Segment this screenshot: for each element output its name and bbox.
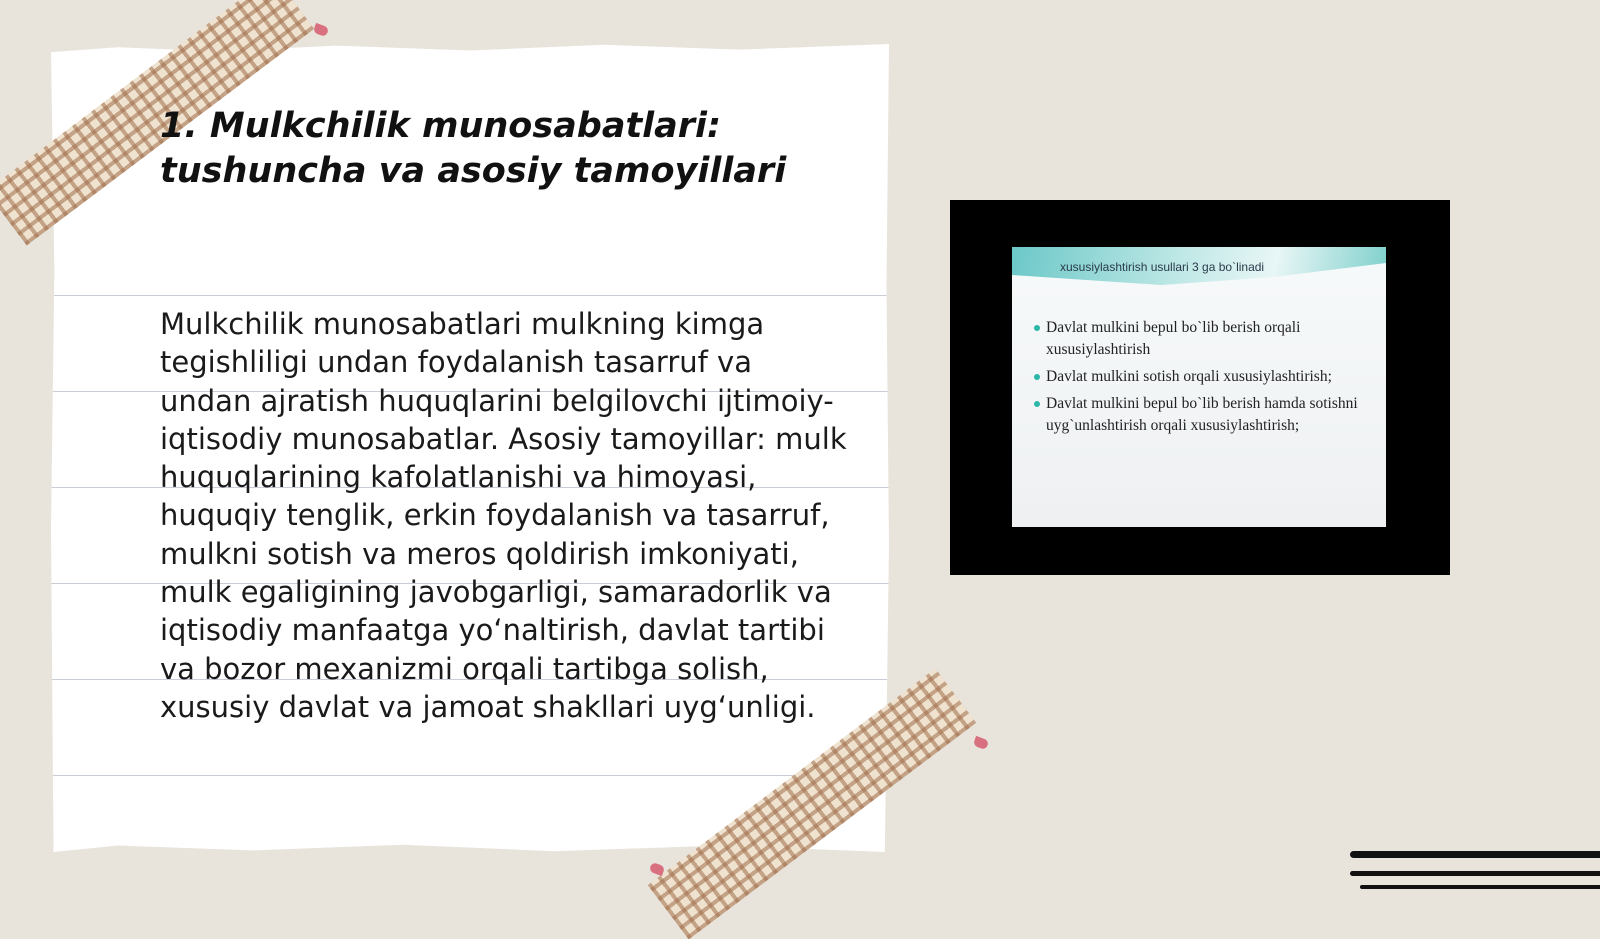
bullet-icon [1034,374,1040,380]
paper-rule [51,295,889,296]
brush-stroke [1350,871,1600,876]
list-item-text: Davlat mulkini sotish orqali xususiylashtirish; [1046,368,1332,385]
pin-icon [313,23,330,37]
brush-stroke [1360,885,1600,889]
list-item-text: Davlat mulkini bepul bo`lib berish orqali xususiylashtirish [1046,319,1301,358]
slide-title: 1. Mulkchilik munosabatlari: tushuncha va asosiy tamoyillari [160,106,787,191]
list-item [1034,366,1374,388]
embedded-slide-title: xususiylashtirish usullari 3 ga bo`linadi [1060,260,1265,274]
pin-icon [973,736,990,750]
embedded-slide-image [950,200,1450,575]
paper-rule [51,775,889,776]
bullet-icon [1034,401,1040,407]
list-item-text: Davlat mulkini bepul bo`lib berish hamda sotishni uyg`unlashtirish orqali xususiylashtirish; [1046,395,1358,434]
slide-body-text: Mulkchilik munosabatlari mulkning kimga tegishliligi undan foydalanish tasarruf va undan ajratish huquqlarini belgilovchi ijtimoiy-iqtisodiy munosabatlar. Asosiy tamoyillar: mulk huquqlarining kafolatlanishi va himoyasi, huquqiy tenglik, erkin foydalanish va tasarruf, mulkni sotish va meros qoldirish imkoniyati, mulk egaligining javobgarligi, samaradorlik va iqtisodiy manfaatga yo‘naltirish, davlat tartibi va bozor mexanizmi orqali tartibga solish, xususiy davlat va jamoat shakllari uyg‘unligi. [160,307,847,724]
embedded-slide [1012,247,1386,527]
embedded-slide-list [1034,317,1374,442]
list-item [1034,317,1374,361]
list-item [1034,393,1374,437]
brush-stroke [1350,851,1600,858]
bullet-icon [1034,325,1040,331]
